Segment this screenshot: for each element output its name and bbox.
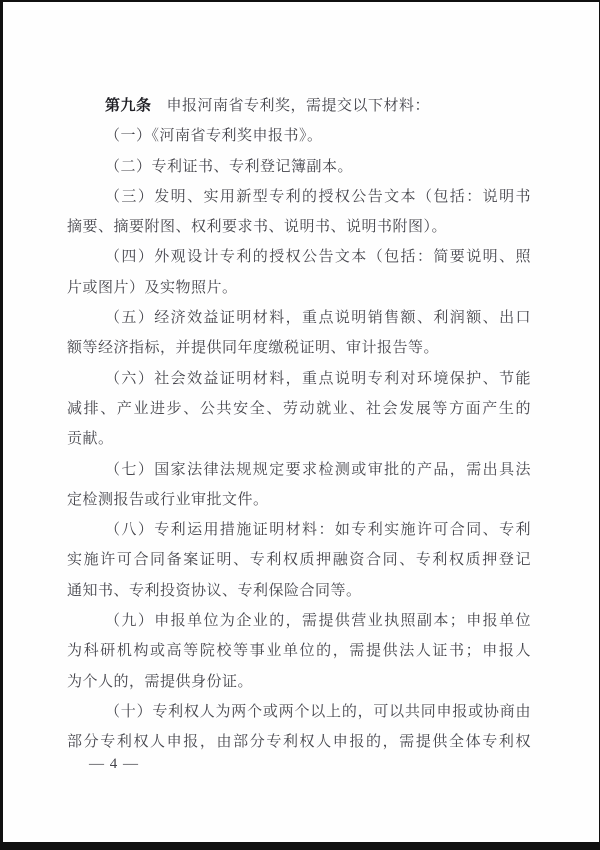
line-text: 额等经济指标，并提供同年度缴税证明、审计报告等。: [67, 340, 440, 357]
document-line: [67, 182, 531, 212]
line-text: （三）发明、实用新型专利的授权公告文本（包括：说明书: [105, 188, 531, 205]
document-page: [3, 2, 599, 842]
document-line: [67, 242, 531, 272]
line-text: 摘要、摘要附图、权利要求书、说明书、说明书附图）。: [67, 219, 448, 236]
line-text: （十）专利权人为两个或两个以上的，可以共同申报或协商由: [105, 703, 531, 720]
document-line: [67, 333, 531, 363]
line-text: （二）专利证书、专利登记簿副本。: [105, 158, 354, 175]
line-text: （一）《河南省专利奖申报书》。: [105, 128, 323, 145]
document-line: [67, 424, 531, 454]
document-line: [67, 364, 531, 394]
line-text: 申报河南省专利奖，需提交以下材料：: [166, 98, 431, 114]
page-number: — 4 —: [89, 756, 139, 772]
line-text: （五）经济效益证明材料，重点说明销售额、利润额、出口: [105, 310, 531, 327]
line-text: 通知书、专利投资协议、专利保险合同等。: [67, 582, 362, 599]
line-text: （八）专利运用措施证明材料：如专利实施许可合同、专利: [105, 522, 531, 539]
document-line: [67, 394, 531, 424]
document-line: [67, 485, 531, 515]
line-text: 片或图片）及实物照片。: [67, 279, 238, 296]
line-text: 减排、产业进步、公共安全、劳动就业、社会发展等方面产生的: [67, 400, 531, 417]
document-line: [67, 91, 531, 121]
document-line: [67, 303, 531, 333]
document-line: [67, 121, 531, 151]
document-line: [67, 606, 531, 636]
document-line: [67, 273, 531, 303]
document-line: [67, 636, 531, 666]
article-number-label: 第九条: [105, 98, 152, 114]
line-text: （六）社会效益证明材料，重点说明专利对环境保护、节能: [105, 370, 531, 387]
document-line: [67, 212, 531, 242]
line-text: （四）外观设计专利的授权公告文本（包括：简要说明、照: [105, 249, 531, 266]
line-text: 定检测报告或行业审批文件。: [67, 491, 269, 508]
document-line: [67, 152, 531, 182]
line-text: （九）申报单位为企业的，需提供营业执照副本；申报单位: [105, 613, 531, 630]
line-text: 部分专利权人申报，由部分专利权人申报的，需提供全体专利权: [67, 734, 531, 751]
document-body: [67, 91, 531, 758]
line-text: 贡献。: [67, 431, 114, 448]
document-line: [67, 667, 531, 697]
document-line: [67, 727, 531, 757]
line-text: （七）国家法律法规规定要求检测或审批的产品，需出具法: [105, 461, 531, 478]
document-line: [67, 515, 531, 545]
document-line: [67, 697, 531, 727]
line-text: 为科研机构或高等院校等事业单位的，需提供法人证书；申报人: [67, 643, 531, 660]
document-line: [67, 576, 531, 606]
document-line: [67, 455, 531, 485]
line-text: 为个人的，需提供身份证。: [67, 673, 254, 690]
document-line: [67, 545, 531, 575]
line-text: 实施许可合同备案证明、专利权质押融资合同、专利权质押登记: [67, 552, 531, 569]
